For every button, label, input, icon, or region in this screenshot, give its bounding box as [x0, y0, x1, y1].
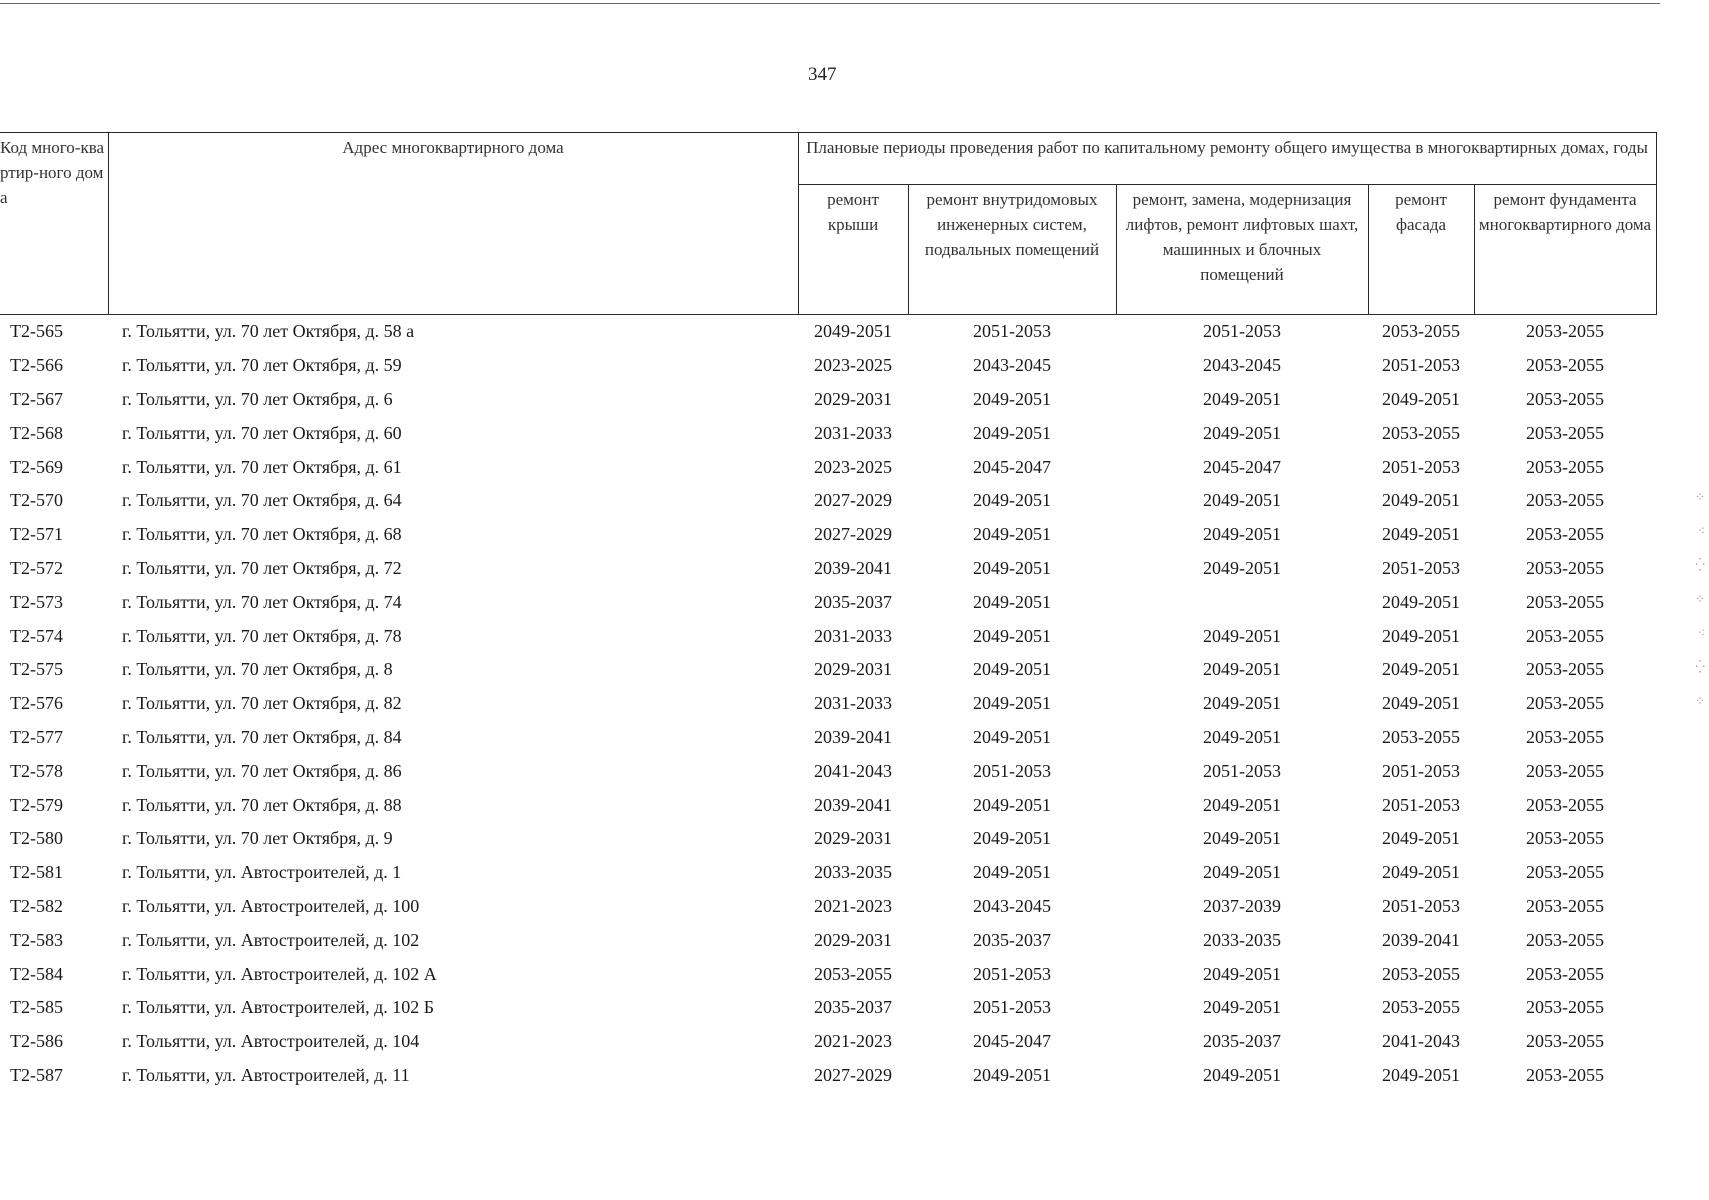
cell-roof: 2039-2041 — [814, 794, 892, 815]
cell-code: Т2-579 — [10, 794, 63, 815]
cell-facade: 2049-2051 — [1382, 524, 1460, 545]
cell-address: г. Тольятти, ул. 70 лет Октября, д. 61 — [122, 456, 402, 477]
table-header — [0, 133, 1656, 315]
table-body — [0, 315, 1656, 1093]
cell-code: Т2-578 — [10, 760, 63, 781]
table-row — [0, 957, 1656, 991]
table-row — [0, 856, 1656, 890]
cell-facade: 2049-2051 — [1382, 591, 1460, 612]
table-row — [0, 450, 1656, 484]
table-row — [0, 383, 1656, 417]
table-row — [0, 788, 1656, 822]
cell-address: г. Тольятти, ул. 70 лет Октября, д. 86 — [122, 760, 402, 781]
table-row — [0, 518, 1656, 552]
cell-code: Т2-573 — [10, 591, 63, 612]
cell-facade: 2051-2053 — [1382, 760, 1460, 781]
cell-facade: 2049-2051 — [1382, 828, 1460, 849]
cell-engineering: 2049-2051 — [973, 490, 1051, 511]
cell-foundation: 2053-2055 — [1526, 1064, 1604, 1085]
page-number: 347 — [808, 64, 837, 85]
cell-foundation: 2053-2055 — [1526, 929, 1604, 950]
cell-code: Т2-566 — [10, 355, 63, 376]
cell-foundation: 2053-2055 — [1526, 355, 1604, 376]
cell-roof: 2029-2031 — [814, 828, 892, 849]
cell-address: г. Тольятти, ул. 70 лет Октября, д. 6 — [122, 388, 393, 409]
cell-foundation: 2053-2055 — [1526, 524, 1604, 545]
cell-roof: 2035-2037 — [814, 591, 892, 612]
cell-elevators: 2049-2051 — [1203, 794, 1281, 815]
header-elevators: ремонт, замена, модернизация лифтов, ремонт лифтовых шахт, машинных и блочных помещений — [1116, 185, 1368, 315]
cell-engineering: 2051-2053 — [973, 321, 1051, 342]
cell-code: Т2-580 — [10, 828, 63, 849]
cell-engineering: 2051-2053 — [973, 760, 1051, 781]
cell-address: г. Тольятти, ул. 70 лет Октября, д. 82 — [122, 693, 402, 714]
header-foundation: ремонт фундамента многоквартирного дома — [1474, 185, 1656, 315]
cell-code: Т2-574 — [10, 625, 63, 646]
cell-code: Т2-571 — [10, 524, 63, 545]
cell-code: Т2-587 — [10, 1064, 63, 1085]
header-roof: ремонт крыши — [798, 185, 908, 315]
cell-foundation: 2053-2055 — [1526, 557, 1604, 578]
cell-roof: 2049-2051 — [814, 321, 892, 342]
cell-engineering: 2051-2053 — [973, 997, 1051, 1018]
cell-foundation: 2053-2055 — [1526, 490, 1604, 511]
cell-engineering: 2049-2051 — [973, 591, 1051, 612]
header-address: Адрес многоквартирного дома — [108, 133, 798, 315]
top-rule — [0, 3, 1660, 4]
cell-address: г. Тольятти, ул. 70 лет Октября, д. 8 — [122, 659, 393, 680]
cell-code: Т2-581 — [10, 862, 63, 883]
cell-facade: 2053-2055 — [1382, 963, 1460, 984]
repair-schedule-table-wrap — [0, 132, 1657, 1092]
table-row — [0, 484, 1656, 518]
cell-code: Т2-569 — [10, 456, 63, 477]
cell-engineering: 2049-2051 — [973, 388, 1051, 409]
cell-engineering: 2049-2051 — [973, 1064, 1051, 1085]
cell-elevators: 2049-2051 — [1203, 1064, 1281, 1085]
cell-address: г. Тольятти, ул. 70 лет Октября, д. 59 — [122, 355, 402, 376]
cell-code: Т2-577 — [10, 726, 63, 747]
cell-address: г. Тольятти, ул. 70 лет Октября, д. 64 — [122, 490, 402, 511]
cell-elevators: 2049-2051 — [1203, 726, 1281, 747]
cell-foundation: 2053-2055 — [1526, 388, 1604, 409]
cell-elevators: 2035-2037 — [1203, 1031, 1281, 1052]
cell-engineering: 2045-2047 — [973, 456, 1051, 477]
cell-elevators: 2033-2035 — [1203, 929, 1281, 950]
cell-foundation: 2053-2055 — [1526, 997, 1604, 1018]
cell-roof: 2031-2033 — [814, 422, 892, 443]
cell-address: г. Тольятти, ул. 70 лет Октября, д. 58 а — [122, 321, 415, 342]
cell-code: Т2-575 — [10, 659, 63, 680]
cell-code: Т2-565 — [10, 321, 63, 342]
cell-address: г. Тольятти, ул. 70 лет Октября, д. 78 — [122, 625, 402, 646]
cell-engineering: 2045-2047 — [973, 1031, 1051, 1052]
cell-engineering: 2049-2051 — [973, 524, 1051, 545]
cell-code: Т2-568 — [10, 422, 63, 443]
header-code: Код много-квартир-ного дома — [0, 133, 108, 315]
table-row — [0, 619, 1656, 653]
table-row — [0, 585, 1656, 619]
cell-roof: 2033-2035 — [814, 862, 892, 883]
cell-foundation: 2053-2055 — [1526, 760, 1604, 781]
table-row — [0, 552, 1656, 586]
cell-engineering: 2049-2051 — [973, 625, 1051, 646]
cell-engineering: 2049-2051 — [973, 726, 1051, 747]
cell-foundation: 2053-2055 — [1526, 1031, 1604, 1052]
cell-elevators: 2049-2051 — [1203, 659, 1281, 680]
cell-roof: 2027-2029 — [814, 524, 892, 545]
cell-foundation: 2053-2055 — [1526, 895, 1604, 916]
cell-facade: 2053-2055 — [1382, 321, 1460, 342]
cell-roof: 2031-2033 — [814, 625, 892, 646]
table-row — [0, 923, 1656, 957]
cell-engineering: 2049-2051 — [973, 828, 1051, 849]
cell-roof: 2039-2041 — [814, 557, 892, 578]
cell-address: г. Тольятти, ул. 70 лет Октября, д. 74 — [122, 591, 402, 612]
cell-address: г. Тольятти, ул. 70 лет Октября, д. 9 — [122, 828, 393, 849]
cell-elevators: 2051-2053 — [1203, 760, 1281, 781]
cell-code: Т2-586 — [10, 1031, 63, 1052]
cell-engineering: 2049-2051 — [973, 557, 1051, 578]
scan-artifacts: ⁘ ⁖ ⁛ ⁘ ⁖ ⁛ ⁘ — [1694, 490, 1705, 708]
cell-foundation: 2053-2055 — [1526, 693, 1604, 714]
cell-elevators: 2045-2047 — [1203, 456, 1281, 477]
cell-code: Т2-584 — [10, 963, 63, 984]
cell-facade: 2051-2053 — [1382, 355, 1460, 376]
cell-facade: 2049-2051 — [1382, 388, 1460, 409]
table-row — [0, 315, 1656, 349]
cell-elevators: 2049-2051 — [1203, 625, 1281, 646]
cell-facade: 2051-2053 — [1382, 557, 1460, 578]
cell-foundation: 2053-2055 — [1526, 828, 1604, 849]
cell-elevators: 2049-2051 — [1203, 963, 1281, 984]
cell-address: г. Тольятти, ул. Автостроителей, д. 1 — [122, 862, 402, 883]
cell-foundation: 2053-2055 — [1526, 456, 1604, 477]
cell-roof: 2039-2041 — [814, 726, 892, 747]
cell-engineering: 2043-2045 — [973, 355, 1051, 376]
cell-engineering: 2049-2051 — [973, 659, 1051, 680]
cell-code: Т2-582 — [10, 895, 63, 916]
cell-facade: 2049-2051 — [1382, 1064, 1460, 1085]
cell-code: Т2-585 — [10, 997, 63, 1018]
cell-code: Т2-583 — [10, 929, 63, 950]
cell-address: г. Тольятти, ул. 70 лет Октября, д. 68 — [122, 524, 402, 545]
cell-engineering: 2043-2045 — [973, 895, 1051, 916]
cell-roof: 2023-2025 — [814, 355, 892, 376]
cell-elevators: 2049-2051 — [1203, 524, 1281, 545]
cell-facade: 2049-2051 — [1382, 659, 1460, 680]
cell-elevators: 2049-2051 — [1203, 388, 1281, 409]
cell-foundation: 2053-2055 — [1526, 794, 1604, 815]
cell-address: г. Тольятти, ул. 70 лет Октября, д. 88 — [122, 794, 402, 815]
cell-code: Т2-572 — [10, 557, 63, 578]
cell-facade: 2049-2051 — [1382, 693, 1460, 714]
cell-engineering: 2035-2037 — [973, 929, 1051, 950]
table-row — [0, 653, 1656, 687]
cell-facade: 2051-2053 — [1382, 456, 1460, 477]
cell-foundation: 2053-2055 — [1526, 659, 1604, 680]
cell-code: Т2-570 — [10, 490, 63, 511]
cell-code: Т2-576 — [10, 693, 63, 714]
cell-facade: 2041-2043 — [1382, 1031, 1460, 1052]
cell-facade: 2049-2051 — [1382, 862, 1460, 883]
cell-elevators: 2049-2051 — [1203, 693, 1281, 714]
cell-elevators: 2043-2045 — [1203, 355, 1281, 376]
cell-roof: 2021-2023 — [814, 1031, 892, 1052]
header-engineering: ремонт внутридомовых инженерных систем, подвальных помещений — [908, 185, 1116, 315]
cell-elevators: 2049-2051 — [1203, 862, 1281, 883]
cell-elevators: 2049-2051 — [1203, 997, 1281, 1018]
table-row — [0, 1025, 1656, 1059]
cell-engineering: 2051-2053 — [973, 963, 1051, 984]
cell-roof: 2021-2023 — [814, 895, 892, 916]
cell-elevators: 2049-2051 — [1203, 828, 1281, 849]
cell-engineering: 2049-2051 — [973, 862, 1051, 883]
cell-facade: 2053-2055 — [1382, 997, 1460, 1018]
cell-facade: 2039-2041 — [1382, 929, 1460, 950]
cell-roof: 2027-2029 — [814, 1064, 892, 1085]
cell-facade: 2051-2053 — [1382, 895, 1460, 916]
cell-foundation: 2053-2055 — [1526, 625, 1604, 646]
table-row — [0, 1059, 1656, 1093]
cell-roof: 2035-2037 — [814, 997, 892, 1018]
cell-address: г. Тольятти, ул. Автостроителей, д. 102 А — [122, 963, 437, 984]
cell-foundation: 2053-2055 — [1526, 862, 1604, 883]
cell-foundation: 2053-2055 — [1526, 321, 1604, 342]
cell-elevators: 2037-2039 — [1203, 895, 1281, 916]
cell-roof: 2029-2031 — [814, 929, 892, 950]
cell-elevators: 2049-2051 — [1203, 422, 1281, 443]
header-planned-periods: Плановые периоды проведения работ по капитальному ремонту общего имущества в многоквартирных домах, годы — [798, 133, 1656, 185]
table-row — [0, 754, 1656, 788]
cell-roof: 2029-2031 — [814, 388, 892, 409]
cell-elevators: 2051-2053 — [1203, 321, 1281, 342]
cell-facade: 2049-2051 — [1382, 625, 1460, 646]
cell-elevators — [1116, 585, 1368, 619]
cell-address: г. Тольятти, ул. Автостроителей, д. 104 — [122, 1031, 420, 1052]
cell-foundation: 2053-2055 — [1526, 963, 1604, 984]
cell-address: г. Тольятти, ул. 70 лет Октября, д. 60 — [122, 422, 402, 443]
cell-roof: 2041-2043 — [814, 760, 892, 781]
cell-roof: 2031-2033 — [814, 693, 892, 714]
cell-address: г. Тольятти, ул. 70 лет Октября, д. 72 — [122, 557, 402, 578]
table-row — [0, 822, 1656, 856]
table-row — [0, 687, 1656, 721]
header-facade: ремонт фасада — [1368, 185, 1474, 315]
repair-schedule-table — [0, 132, 1657, 1092]
cell-address: г. Тольятти, ул. Автостроителей, д. 102 — [122, 929, 420, 950]
table-row — [0, 721, 1656, 755]
table-row — [0, 416, 1656, 450]
cell-engineering: 2049-2051 — [973, 794, 1051, 815]
cell-engineering: 2049-2051 — [973, 693, 1051, 714]
cell-code: Т2-567 — [10, 388, 63, 409]
cell-engineering: 2049-2051 — [973, 422, 1051, 443]
cell-facade: 2053-2055 — [1382, 726, 1460, 747]
cell-elevators: 2049-2051 — [1203, 490, 1281, 511]
table-row — [0, 991, 1656, 1025]
cell-address: г. Тольятти, ул. Автостроителей, д. 11 — [122, 1064, 410, 1085]
cell-facade: 2051-2053 — [1382, 794, 1460, 815]
cell-elevators: 2049-2051 — [1203, 557, 1281, 578]
cell-address: г. Тольятти, ул. Автостроителей, д. 102 Б — [122, 997, 435, 1018]
cell-roof: 2029-2031 — [814, 659, 892, 680]
table-row — [0, 349, 1656, 383]
cell-roof: 2023-2025 — [814, 456, 892, 477]
cell-facade: 2053-2055 — [1382, 422, 1460, 443]
table-row — [0, 890, 1656, 924]
cell-facade: 2049-2051 — [1382, 490, 1460, 511]
cell-address: г. Тольятти, ул. 70 лет Октября, д. 84 — [122, 726, 402, 747]
cell-foundation: 2053-2055 — [1526, 726, 1604, 747]
cell-roof: 2053-2055 — [814, 963, 892, 984]
cell-address: г. Тольятти, ул. Автостроителей, д. 100 — [122, 895, 420, 916]
cell-foundation: 2053-2055 — [1526, 591, 1604, 612]
cell-roof: 2027-2029 — [814, 490, 892, 511]
cell-foundation: 2053-2055 — [1526, 422, 1604, 443]
